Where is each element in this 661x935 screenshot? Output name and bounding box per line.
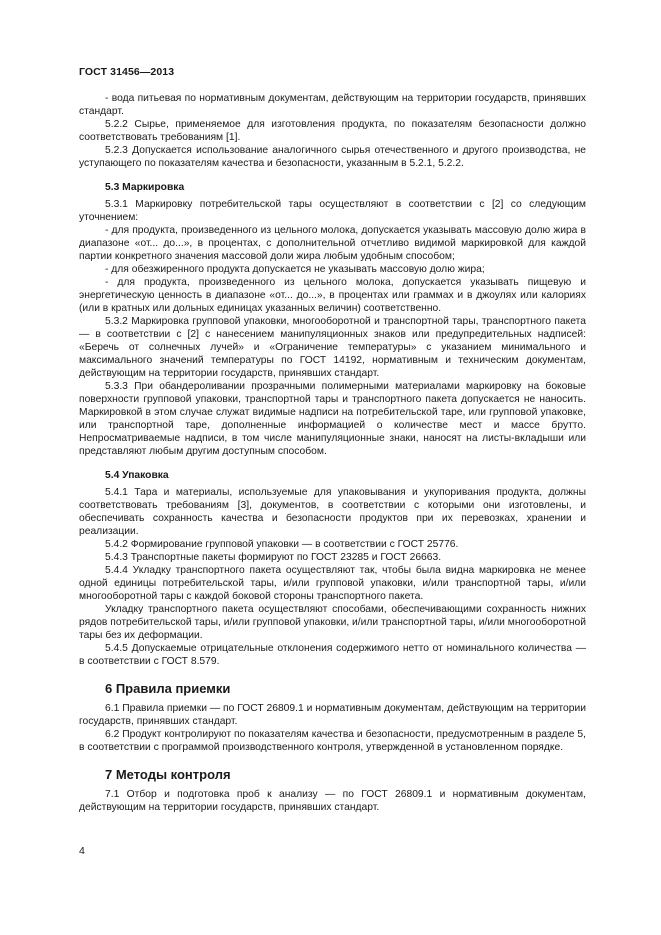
document-header: ГОСТ 31456—2013 [79,66,175,78]
paragraph: 5.3.3 При обандероливании прозрачными полимерными материалами маркировку на боковые поверхности групповой упаковки, транспортной тары и транспортного пакета допускается не наносить. Маркировкой в этом случае служат видимые надписи на потребительской таре, или групповой упаковке, или транспортной таре, дополненные информацией о количестве мест и массе брутто. Непросматриваемые надписи, в том числе манипуляционные знаки, наносят на листы-вкладыши или представляют любым другим доступным способом. [79,381,586,457]
paragraph: 6.1 Правила приемки — по ГОСТ 26809.1 и нормативным документам, действующим на территории государств, принявших стандарт. [79,703,586,727]
paragraph: - вода питьевая по нормативным документам, действующим на территории государств, принявших стандарт. [79,93,586,117]
paragraph: 6.2 Продукт контролируют по показателям качества и безопасности, предусмотренным в разделе 5, в соответствии с программой производственного контроля, утвержденной в установленном порядке. [79,729,586,753]
paragraph: 7.1 Отбор и подготовка проб к анализу — по ГОСТ 26809.1 и нормативным документам, действующим на территории государств, принявших стандарт. [79,789,586,813]
subsection-heading: 5.3 Маркировка [105,182,185,193]
paragraph: 5.4.1 Тара и материалы, используемые для упаковывания и укупоривания продукта, должны соответствовать требованиям [3], документов, в соответствии с которыми они изготовлены, и обеспечивать сохранность качества и безопасности продуктов при их перевозках, хранении и реализации. [79,487,586,537]
paragraph: 5.3.1 Маркировку потребительской тары осуществляют в соответствии с [2] со следующим уточнением: [79,199,586,223]
paragraph: - для обезжиренного продукта допускается не указывать массовую долю жира; [105,264,485,275]
paragraph: Укладку транспортного пакета осуществляют способами, обеспечивающими сохранность нижних рядов потребительской тары, и/или групповой упаковки, и/или транспортной тары, и/или многооборотной тары без их деформации. [79,604,586,641]
paragraph: 5.4.5 Допускаемые отрицательные отклонения содержимого нетто от номинального количества — в соответствии с ГОСТ 8.579. [79,643,586,667]
paragraph: 5.4.4 Укладку транспортного пакета осуществляют так, чтобы была видна маркировка не менее одной единицы потребительской тары, и/или групповой упаковки, и/или транспортной тары, и/или многооборотной тары с каждой боковой стороны транспортного пакета. [79,565,586,602]
subsection-heading: 5.4 Упаковка [105,470,169,481]
section-heading: 7 Методы контроля [105,767,231,782]
paragraph: 5.2.2 Сырье, применяемое для изготовления продукта, по показателям безопасности должно соответствовать требованиям [1]. [79,119,586,143]
paragraph: 5.3.2 Маркировка групповой упаковки, многооборотной и транспортной тары, транспортного пакета — в соответствии с [2] с нанесением манипуляционных знаков или предупредительных надписей: «Беречь от солнечных лучей» и «Ограничение температуры» с указанием минимального и максимального значений температуры по ГОСТ 14192, нормативным и техническим документам, действующим на территории государств, принявших стандарт. [79,316,586,379]
page-number: 4 [79,845,85,857]
paragraph: - для продукта, произведенного из цельного молока, допускается указывать массовую долю жира в диапазоне «от... до...», в процентах, с дополнительной отчетливо видимой маркировкой для каждой партии конкретного значения массовой доли жира любым удобным способом; [79,225,586,262]
paragraph: 5.2.3 Допускается использование аналогичного сырья отечественного и другого производства, не уступающего по показателям качества и безопасности, указанным в 5.2.1, 5.2.2. [79,145,586,169]
document-body [79,92,586,814]
paragraph: - для продукта, произведенного из цельного молока, допускается указывать пищевую и энергетическую ценность в диапазоне «от... до...», в процентах или граммах и в джоулях или калориях (или в кратных или дольных единицах указанных величин) соответственно. [79,277,586,314]
paragraph: 5.4.3 Транспортные пакеты формируют по ГОСТ 23285 и ГОСТ 26663. [105,552,442,563]
section-heading: 6 Правила приемки [105,681,231,696]
paragraph: 5.4.2 Формирование групповой упаковки — в соответствии с ГОСТ 25776. [105,539,459,550]
